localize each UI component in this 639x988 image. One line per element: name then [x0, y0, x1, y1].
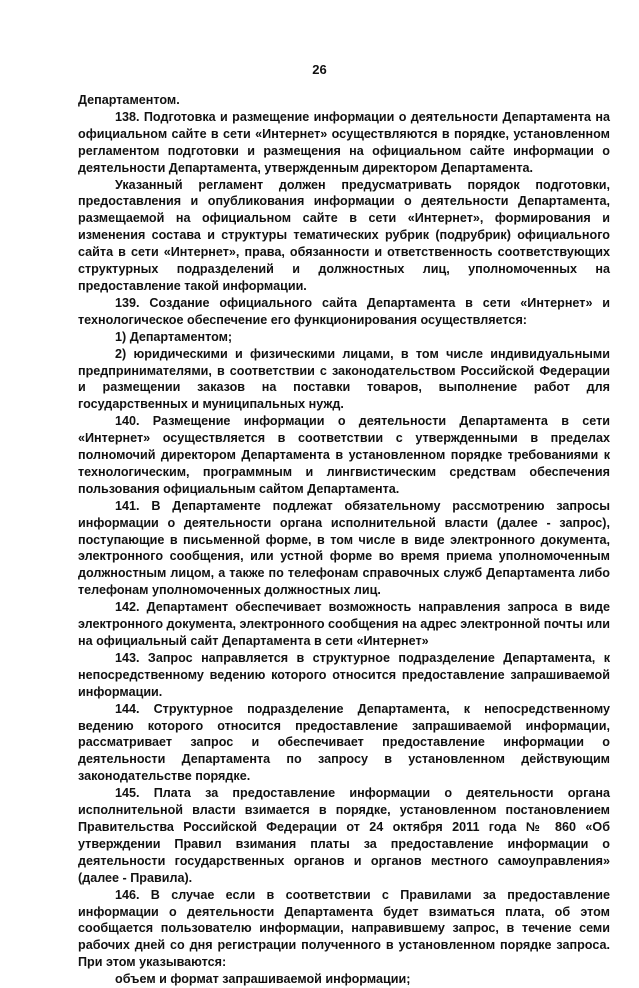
- paragraph-145: 145. Плата за предоставление информации о деятельности органа исполнительной власти взимается в порядке, установленном постановлением Правительства Российской Федерации от 24 октября 2011 года № 860 «Об утверждении Правил взимания платы за предоставление информации о деятельности государственных органов и органов местного самоуправления» (далее - Правила).: [78, 786, 610, 885]
- paragraph-141: 141. В Департаменте подлежат обязательному рассмотрению запросы информации о деятельности органа исполнительной власти (далее - запрос), поступающие в письменной форме, в том числе в виде электронного документа, электронного сообщения, или устной форме во время приема уполномоченным должностным лицом, а также по телефонам справочных служб Департамента либо телефонам уполномоченных должностных лиц.: [78, 498, 610, 598]
- paragraph-146: 146. В случае если в соответствии с Правилами за предоставление информации о деятельности Департамента будет взиматься плата, об этом сообщается пользователю информации, направившему запрос, в течение семи рабочих дней со дня регистрации полученного в установленном порядке запроса. При этом указываются:: [78, 887, 610, 970]
- paragraph-143: 143. Запрос направляется в структурное подразделение Департамента, к непосредственному ведению которого относится предоставление запрашиваемой информации.: [78, 650, 610, 699]
- paragraph-139: 139. Создание официального сайта Департамента в сети «Интернет» и технологическое обеспечение его функционирования осуществляется:: [78, 295, 610, 327]
- paragraph-info-volume: объем и формат запрашиваемой информации;: [115, 972, 411, 987]
- paragraph-regulation: Указанный регламент должен предусматривать порядок подготовки, предоставления и опубликования информации о деятельности Департамента, размещаемой на официальном сайте в сети «Интернет», формирования и изменения состава и структуры тематических рубрик (подрубрик) официального сайта в сети «Интернет», права, обязанности и ответственность соответствующих структурных подразделений и должностных лиц, уполномоченных на предоставление такой информации.: [78, 177, 610, 293]
- page-number: 26: [312, 62, 327, 77]
- paragraph-continuation: Департаментом.: [78, 93, 180, 107]
- document-body: [78, 92, 610, 988]
- list-item-1: 1) Департаментом;: [115, 329, 233, 344]
- paragraph-138: 138. Подготовка и размещение информации о деятельности Департамента на официальном сайте в сети «Интернет» осуществляются в порядке, установленном регламентом подготовки и размещения на официальном сайте информации о деятельности Департамента, утвержденным директором Департамента.: [78, 109, 610, 175]
- paragraph-142: 142. Департамент обеспечивает возможность направления запроса в виде электронного документа, электронного сообщения на адрес электронной почты или на официальный сайт Департамента в сети «Интернет»: [78, 600, 610, 648]
- list-item-2: 2) юридическими и физическими лицами, в том числе индивидуальными предпринимателями, в соответствии с законодательством Российской Федерации и размещении заказов на поставки товаров, выполнение работ для государственных и муниципальных нужд.: [78, 346, 610, 412]
- paragraph-140: 140. Размещение информации о деятельности Департамента в сети «Интернет» осуществляется в соответствии с утвержденными в пределах полномочий директором Департамента в установленном порядке требованиями к технологическим, программным и лингвистическим средствам обеспечения пользования официальным сайтом Департамента.: [78, 414, 610, 496]
- paragraph-144: 144. Структурное подразделение Департамента, к непосредственному ведению которого относится предоставление запрашиваемой информации, рассматривает запрос и обеспечивает предоставление информации о деятельности Департамента по запросу в установленном действующим законодательстве порядке.: [78, 701, 610, 784]
